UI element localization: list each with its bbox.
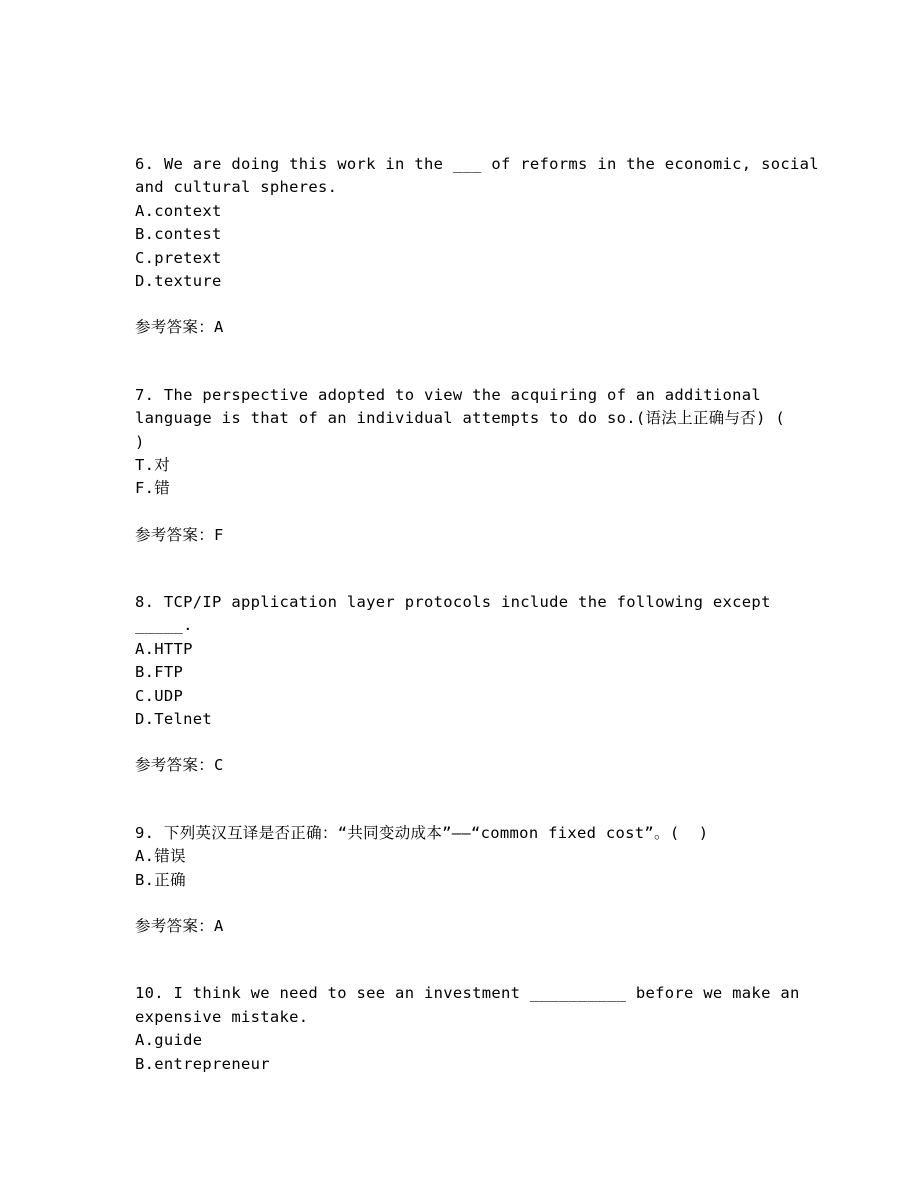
- question-7: [135, 384, 795, 547]
- question-6: [135, 153, 819, 340]
- option-d: D.Telnet: [135, 710, 213, 729]
- question-text-line: 6. We are doing this work in the ___ of reforms in the economic, social: [135, 155, 819, 173]
- spacer: [135, 340, 795, 384]
- option-t: T.对: [135, 455, 171, 474]
- spacer: [135, 778, 795, 822]
- question-text-line: 9. 下列英汉互译是否正确：“共同变动成本”——“common fixed cost”。( ): [135, 823, 709, 842]
- question-text-line: expensive mistake.: [135, 1007, 309, 1026]
- option-b: B.正确: [135, 870, 186, 889]
- question-text-line: language is that of an individual attempts to do so.(语法上正确与否) (: [135, 409, 785, 428]
- spacer: [135, 547, 795, 591]
- option-a: A.context: [135, 201, 222, 220]
- question-9: [135, 822, 795, 939]
- question-text-line: ): [135, 432, 145, 451]
- spacer: [135, 938, 795, 982]
- option-f: F.错: [135, 479, 171, 498]
- question-text-line: and cultural spheres.: [135, 178, 338, 197]
- answer-key: 参考答案：F: [135, 525, 224, 544]
- question-text-line: _____.: [135, 616, 193, 635]
- question-text-line: 7. The perspective adopted to view the acquiring of an additional: [135, 385, 762, 404]
- answer-key: 参考答案：A: [135, 318, 224, 337]
- option-b: B.FTP: [135, 663, 184, 682]
- question-10: [135, 982, 800, 1076]
- option-a: A.guide: [135, 1031, 203, 1050]
- option-c: C.UDP: [135, 686, 184, 705]
- option-d: D.texture: [135, 271, 222, 290]
- answer-key: 参考答案：C: [135, 756, 224, 775]
- question-text-line: 8. TCP/IP application layer protocols include the following except: [135, 593, 771, 612]
- option-a: A.错误: [135, 847, 186, 866]
- option-c: C.pretext: [135, 248, 222, 267]
- question-text-line: 10. I think we need to see an investment __________ before we make an: [135, 984, 800, 1003]
- option-b: B.contest: [135, 225, 222, 244]
- question-page: [135, 153, 819, 1076]
- option-a: A.HTTP: [135, 639, 193, 658]
- answer-key: 参考答案：A: [135, 916, 224, 935]
- question-8: [135, 591, 795, 778]
- option-b: B.entrepreneur: [135, 1054, 270, 1073]
